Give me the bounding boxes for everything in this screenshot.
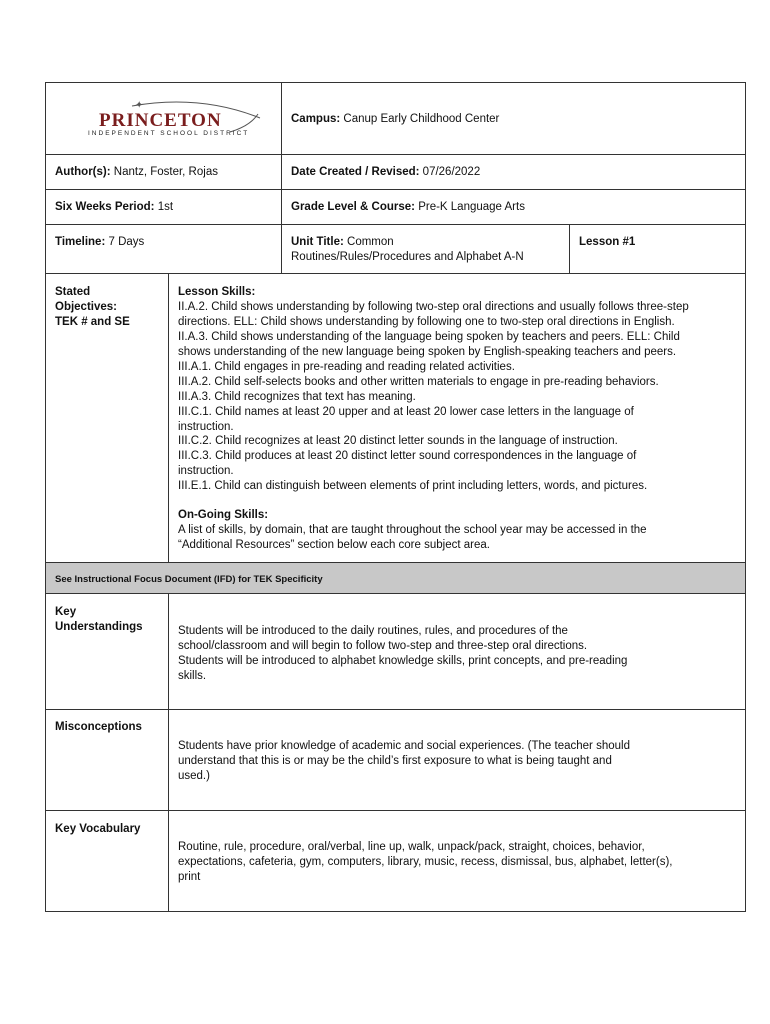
objective-line: III.C.2. Child recognizes at least 20 distinct letter sounds in the language of instruction.	[178, 435, 618, 447]
table-divider	[45, 709, 746, 710]
date-value: 07/26/2022	[422, 166, 481, 178]
timeline-field	[55, 235, 144, 250]
key-vocabulary-line: expectations, cafeteria, gym, computers, library, music, recess, dismissal, bus, alphabet, letter(s),	[178, 856, 673, 868]
lesson-skills-title: Lesson Skills:	[178, 286, 256, 298]
key-understandings-label-line: Key	[55, 606, 77, 618]
misconceptions-label: Misconceptions	[55, 721, 142, 733]
grade-field	[291, 200, 525, 215]
objective-line: II.A.2. Child shows understanding by following two-step oral directions and usually follows three-step	[178, 301, 689, 313]
objectives-label-line: Objectives:	[55, 301, 117, 313]
objectives-label-line: TEK # and SE	[55, 316, 130, 328]
six-weeks-field	[55, 200, 173, 215]
ongoing-skills-line: A list of skills, by domain, that are taught throughout the school year may be accessed in the	[178, 524, 647, 536]
header-column-divider	[281, 82, 282, 274]
lesson-number: Lesson #1	[579, 236, 636, 248]
key-understandings-line: Students will be introduced to alphabet knowledge skills, print concepts, and pre-reading	[178, 655, 628, 667]
lesson-column-divider	[569, 224, 570, 274]
campus-field	[291, 112, 499, 127]
district-logo	[80, 96, 266, 144]
key-understandings-label-line: Understandings	[55, 621, 143, 633]
objective-line: II.A.3. Child shows understanding of the language being spoken by teachers and peers. ELL: Child	[178, 331, 680, 343]
objectives-label-line: Stated	[55, 286, 91, 298]
objective-line: III.E.1. Child can distinguish between elements of print including letters, words, and pictures.	[178, 480, 648, 492]
authors-field	[55, 165, 218, 180]
label-column-divider	[168, 593, 169, 912]
misconceptions-line: used.)	[178, 770, 210, 782]
table-divider	[45, 154, 746, 155]
date-label: Date Created / Revised:	[291, 166, 420, 178]
campus-label: Campus:	[291, 113, 341, 125]
svg-text:✦: ✦	[135, 100, 144, 111]
date-field	[291, 165, 480, 180]
objective-line: instruction.	[178, 421, 234, 433]
misconceptions-line: Students have prior knowledge of academic and social experiences. (The teacher should	[178, 740, 630, 752]
unit-title-label: Unit Title:	[291, 236, 344, 248]
objective-line: III.C.3. Child produces at least 20 distinct letter sound correspondences in the language of	[178, 450, 637, 462]
grade-label: Grade Level & Course:	[291, 201, 415, 213]
label-column-divider	[168, 273, 169, 563]
grade-value: Pre-K Language Arts	[418, 201, 525, 213]
unit-title-field	[291, 235, 394, 250]
objective-line: III.A.2. Child self-selects books and other written materials to engage in pre-reading behaviors.	[178, 376, 659, 388]
key-vocabulary-line: print	[178, 871, 201, 883]
table-divider	[45, 189, 746, 190]
authors-label: Author(s):	[55, 166, 111, 178]
key-understandings-line: skills.	[178, 670, 207, 682]
table-divider	[45, 810, 746, 811]
key-vocabulary-line: Routine, rule, procedure, oral/verbal, line up, walk, unpack/pack, straight, choices, behavior,	[178, 841, 645, 853]
objective-line: instruction.	[178, 465, 234, 477]
table-border-bottom	[45, 911, 746, 912]
unit-title-value-line2: Routines/Rules/Procedures and Alphabet A-N	[291, 251, 524, 263]
six-weeks-label: Six Weeks Period:	[55, 201, 155, 213]
objective-line: III.A.1. Child engages in pre-reading and reading related activities.	[178, 361, 515, 373]
timeline-label: Timeline:	[55, 236, 106, 248]
objective-line: III.C.1. Child names at least 20 upper and at least 20 lower case letters in the language of	[178, 406, 634, 418]
logo-wordmark: PRINCETON	[99, 110, 222, 131]
table-divider	[45, 273, 746, 274]
key-vocabulary-label: Key Vocabulary	[55, 823, 141, 835]
table-divider	[45, 224, 746, 225]
table-border-left	[45, 82, 46, 912]
key-understandings-line: school/classroom and will begin to follow two-step and three-step oral directions.	[178, 640, 588, 652]
table-border-right	[745, 82, 746, 912]
key-understandings-line: Students will be introduced to the daily routines, rules, and procedures of the	[178, 625, 568, 637]
ongoing-skills-line: “Additional Resources” section below each core subject area.	[178, 539, 490, 551]
campus-value: Canup Early Childhood Center	[343, 113, 500, 125]
ifd-note: See Instructional Focus Document (IFD) for TEK Specificity	[55, 574, 323, 585]
logo-subtext: INDEPENDENT SCHOOL DISTRICT	[88, 130, 250, 137]
misconceptions-line: understand that this is or may be the child’s first exposure to what is being taught and	[178, 755, 612, 767]
six-weeks-value: 1st	[157, 201, 174, 213]
objective-line: directions. ELL: Child shows understanding by following one to two-step oral directions in English.	[178, 316, 675, 328]
timeline-value: 7 Days	[108, 236, 145, 248]
objective-line: III.A.3. Child recognizes that text has meaning.	[178, 391, 416, 403]
objective-line: shows understanding of the new language being spoken by English-speaking teachers and peers.	[178, 346, 677, 358]
unit-title-value-line1: Common	[347, 236, 394, 248]
ongoing-skills-title: On-Going Skills:	[178, 509, 269, 521]
table-divider	[45, 593, 746, 594]
authors-value: Nantz, Foster, Rojas	[113, 166, 218, 178]
table-border-top	[45, 82, 746, 83]
